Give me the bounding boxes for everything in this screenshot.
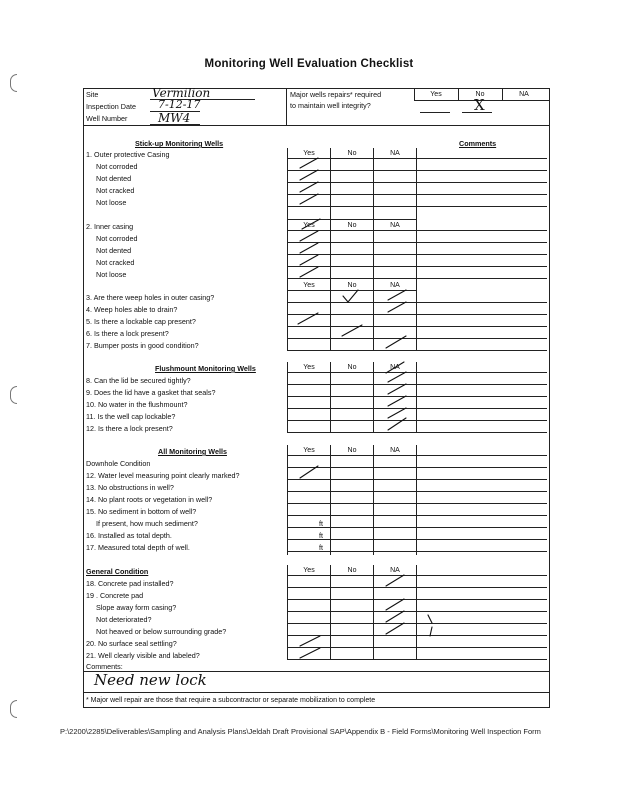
major-repairs-question: Major wells repairs* required	[290, 90, 382, 99]
check-mark	[386, 611, 404, 622]
q21-label: 21. Well clearly visible and labeled?	[86, 651, 200, 660]
check-mark	[300, 648, 320, 658]
q11-label: 11. Is the well cap lockable?	[86, 412, 176, 421]
file-path-footer: P:\2200\2285\Deliverables\Sampling and Analysis Plans\Jeldah Draft Provisional SAP\Appendix B - Field Forms\Monitoring Well Inspection Form	[60, 727, 541, 736]
check-mark	[388, 384, 406, 394]
col-no: No	[347, 222, 357, 229]
q7-label: 7. Bumper posts in good condition?	[86, 341, 199, 350]
check-mark	[388, 418, 406, 430]
check-mark	[386, 362, 404, 373]
repair-footnote: * Major well repair are those that require a subcontractor or separate mobilization to complete	[86, 697, 376, 704]
q12-all-label: 12. Water level measuring point clearly marked?	[86, 471, 240, 480]
q16-label: 16. Installed as total depth.	[86, 531, 172, 540]
q1-item: Not corroded	[96, 162, 138, 171]
col-no: No	[347, 150, 357, 157]
check-mark	[343, 290, 358, 302]
q4-label: 4. Weep holes able to drain?	[86, 305, 178, 314]
q12-flush-label: 12. Is there a lock present?	[86, 424, 173, 433]
q18-label: 18. Concrete pad installed?	[86, 579, 174, 588]
ft-unit: ft	[319, 531, 323, 540]
q2-item: Not corroded	[96, 234, 138, 243]
check-mark	[388, 302, 406, 312]
col-yes: Yes	[303, 447, 315, 454]
col-na: NA	[390, 222, 400, 229]
check-mark	[300, 170, 318, 180]
check-mark	[388, 290, 406, 300]
check-mark	[300, 636, 320, 646]
comments-label: Comments:	[86, 662, 123, 671]
stickup-heading: Stick-up Monitoring Wells	[135, 139, 224, 148]
col-na: NA	[390, 567, 400, 574]
q5-label: 5. Is there a lockable cap present?	[86, 317, 196, 326]
col-yes: Yes	[303, 222, 315, 229]
allwells-heading: All Monitoring Wells	[158, 447, 227, 456]
q19b-label: Not deteriorated?	[96, 615, 152, 624]
col-no: No	[347, 447, 357, 454]
repairs-no-header: No	[475, 91, 485, 98]
ft-unit: ft	[319, 519, 323, 528]
check-mark	[342, 325, 362, 336]
well-number-label: Well Number	[86, 114, 128, 123]
col-no: No	[347, 364, 357, 371]
check-mark	[386, 575, 404, 586]
check-mark	[302, 219, 320, 229]
check-mark	[388, 372, 406, 382]
q2-label: 2. Inner casing	[86, 222, 134, 231]
check-mark	[300, 182, 318, 192]
check-mark	[388, 408, 406, 418]
page-title: Monitoring Well Evaluation Checklist	[204, 58, 414, 70]
check-mark	[300, 194, 318, 204]
check-mark	[386, 336, 406, 348]
check-mark	[300, 255, 318, 265]
check-mark	[388, 396, 406, 406]
check-mark	[300, 267, 318, 277]
check-mark	[386, 599, 404, 610]
repairs-na-header: NA	[519, 91, 529, 98]
q8-label: 8. Can the lid be secured tightly?	[86, 376, 191, 385]
q14-label: 14. No plant roots or vegetation in well?	[86, 495, 213, 504]
repairs-yes-header: Yes	[430, 91, 442, 98]
repairs-no-answer[interactable]: X	[474, 96, 485, 114]
check-mark	[428, 615, 432, 623]
q19-label: 19 . Concrete pad	[86, 591, 144, 600]
inspection-date-value[interactable]: 7-12-17	[158, 98, 201, 111]
general-heading: General Condition	[86, 567, 149, 576]
check-mark	[300, 231, 318, 241]
site-value[interactable]: Vermilion	[152, 86, 211, 100]
q3-label: 3. Are there weep holes in outer casing?	[86, 293, 215, 302]
comments-text[interactable]: Need new lock	[94, 671, 207, 689]
q15-label: 15. No sediment in bottom of well?	[86, 507, 197, 516]
col-na: NA	[390, 447, 400, 454]
col-yes: Yes	[303, 282, 315, 289]
downhole-subheading: Downhole Condition	[86, 459, 151, 468]
col-na: NA	[390, 364, 400, 371]
check-mark	[298, 313, 318, 324]
col-no: No	[347, 567, 357, 574]
col-no: No	[347, 282, 357, 289]
col-yes: Yes	[303, 150, 315, 157]
col-yes: Yes	[303, 567, 315, 574]
q15a-label: If present, how much sediment?	[96, 519, 198, 528]
q20-label: 20. No surface seal settling?	[86, 639, 177, 648]
q2-item: Not cracked	[96, 258, 135, 267]
q1-item: Not dented	[96, 174, 132, 183]
check-mark	[300, 158, 318, 168]
q13-label: 13. No obstructions in well?	[86, 483, 174, 492]
q10-label: 10. No water in the flushmount?	[86, 400, 188, 409]
well-number-value[interactable]: MW4	[158, 111, 191, 125]
q19c-label: Not heaved or below surrounding grade?	[96, 627, 227, 636]
site-label: Site	[86, 90, 99, 99]
q1-item: Not cracked	[96, 186, 135, 195]
q2-item: Not dented	[96, 246, 132, 255]
check-mark	[300, 243, 318, 253]
q1-item: Not loose	[96, 198, 127, 207]
q19a-label: Slope away form casing?	[96, 603, 177, 612]
q17-label: 17. Measured total depth of well.	[86, 543, 190, 552]
comments-heading: Comments	[459, 139, 497, 148]
q9-label: 9. Does the lid have a gasket that seals?	[86, 388, 216, 397]
ft-unit: ft	[319, 543, 323, 552]
check-mark	[386, 623, 404, 634]
inspection-date-label: Inspection Date	[86, 102, 136, 111]
col-na: NA	[390, 282, 400, 289]
flushmount-heading: Flushmount Monitoring Wells	[155, 364, 256, 373]
check-mark	[300, 466, 318, 478]
col-yes: Yes	[303, 364, 315, 371]
major-repairs-question-cont: to maintain well integrity?	[290, 101, 371, 110]
q1-label: 1. Outer protective Casing	[86, 150, 170, 159]
col-na: NA	[390, 150, 400, 157]
q2-item: Not loose	[96, 270, 127, 279]
q6-label: 6. Is there a lock present?	[86, 329, 169, 338]
check-mark	[430, 627, 432, 636]
